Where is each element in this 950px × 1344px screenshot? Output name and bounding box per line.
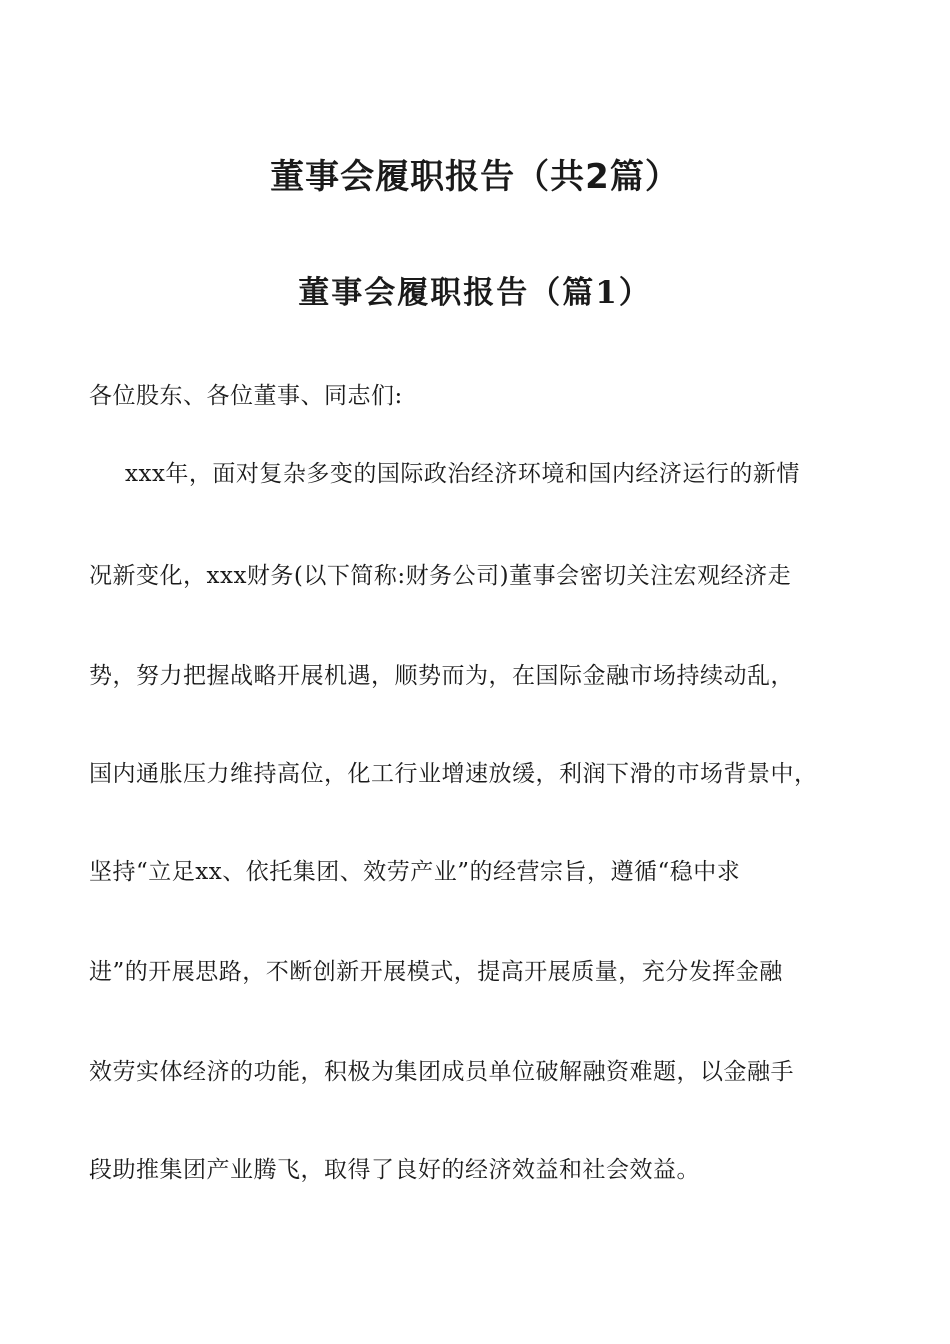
paragraph-line: 况新变化，xxx财务(以下简称:财务公司)董事会密切关注宏观经济走	[89, 563, 792, 589]
paragraph-line: 坚持“立足xx、依托集团、效劳产业”的经营宗旨，遵循“稳中求	[89, 859, 741, 885]
paragraph-line: 势，努力把握战略开展机遇，顺势而为，在国际金融市场持续动乱，	[89, 663, 794, 689]
paragraph-line: xxx年，面对复杂多变的国际政治经济环境和国内经济运行的新情	[125, 461, 800, 487]
document-main-title: 董事会履职报告（共2篇）	[270, 157, 680, 197]
paragraph-line: 国内通胀压力维持高位，化工行业增速放缓，利润下滑的市场背景中，	[89, 761, 818, 787]
paragraph-line: 段助推集团产业腾飞，取得了良好的经济效益和社会效益。	[89, 1157, 700, 1183]
document-sub-title: 董事会履职报告（篇1）	[298, 275, 652, 311]
paragraph-line: 进”的开展思路，不断创新开展模式，提高开展质量，充分发挥金融	[89, 959, 783, 985]
paragraph-line: 效劳实体经济的功能，积极为集团成员单位破解融资难题，以金融手	[89, 1059, 794, 1085]
salutation: 各位股东、各位董事、同志们:	[89, 383, 403, 409]
